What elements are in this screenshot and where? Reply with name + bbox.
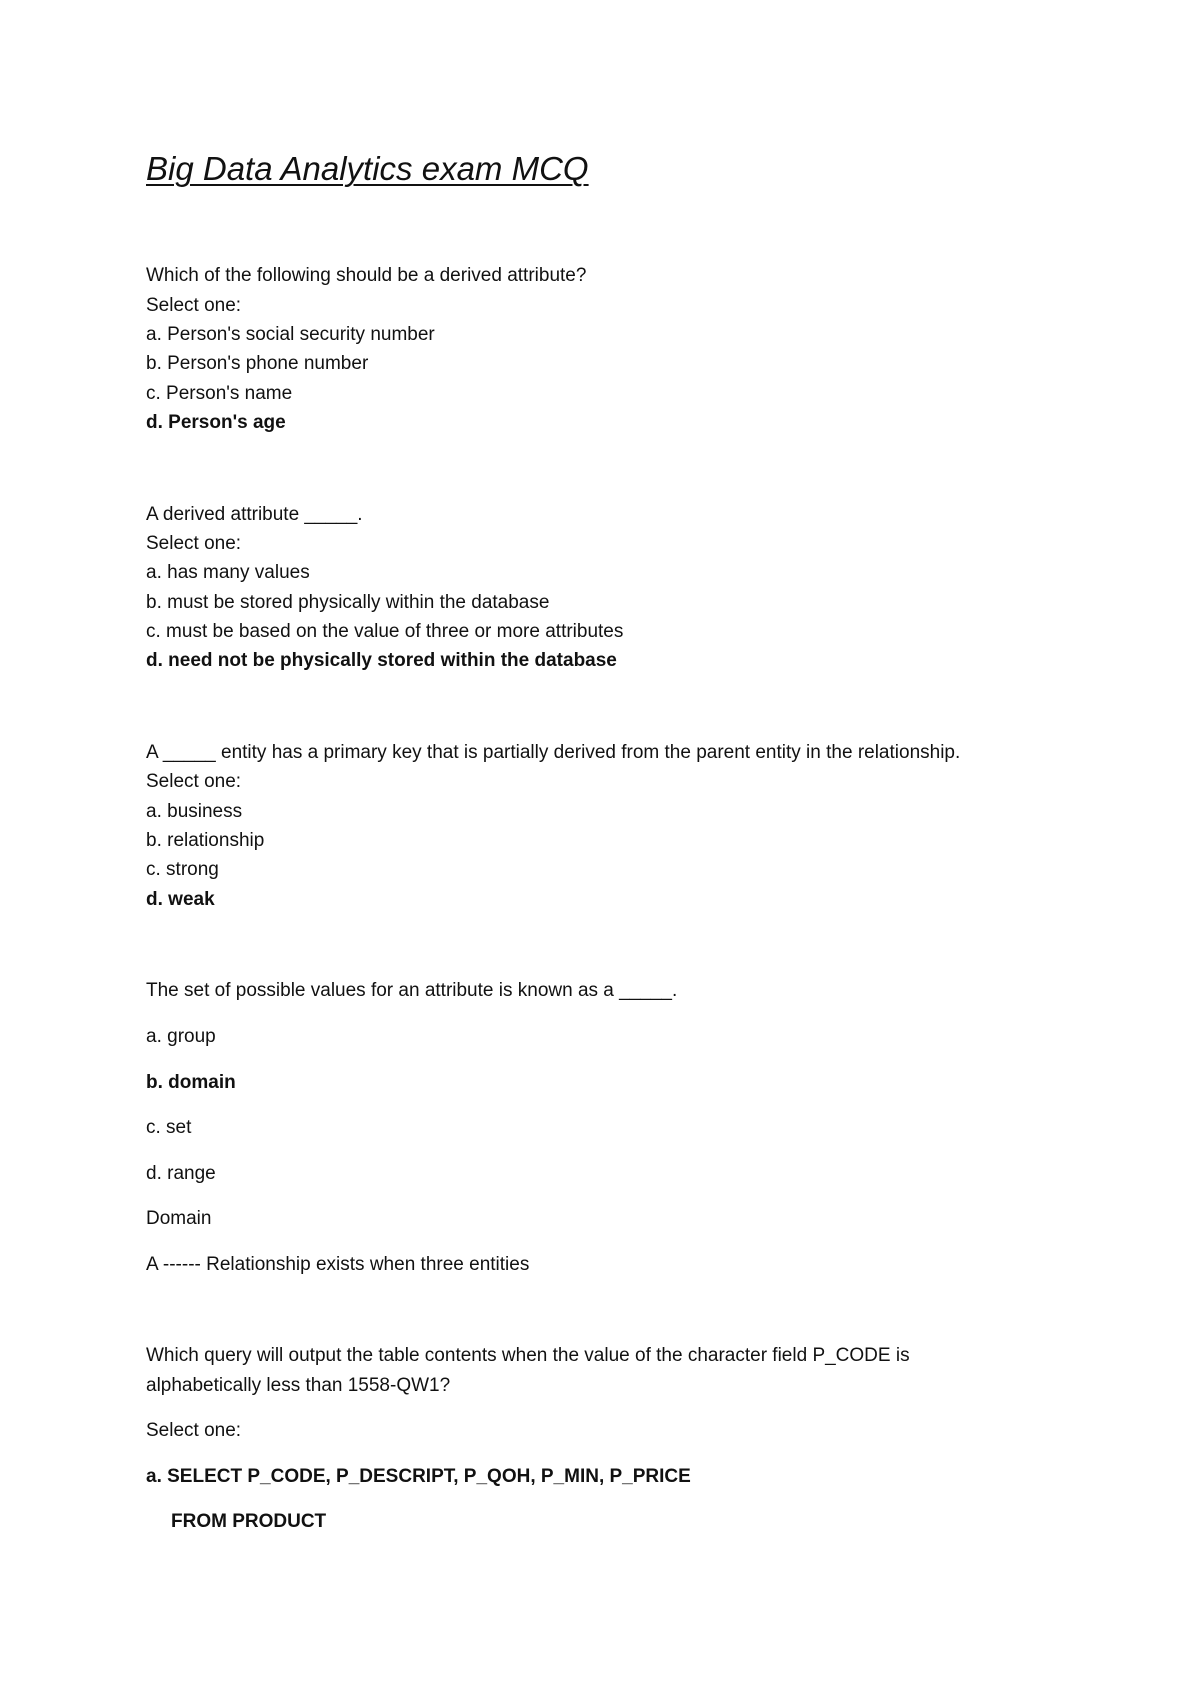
question-3-text: A _____ entity has a primary key that is partially derived from the parent entity in the relationship. [146, 742, 961, 763]
question-2-option-a: a. has many values [146, 562, 310, 583]
question-4-option-b-answer: b. domain [146, 1072, 236, 1093]
question-3-option-d-answer: d. weak [146, 889, 215, 910]
question-1-option-a: a. Person's social security number [146, 324, 435, 345]
question-1-prompt: Select one: [146, 295, 242, 316]
query-question-line-2: alphabetically less than 1558-QW1? [146, 1375, 451, 1396]
question-2-prompt: Select one: [146, 533, 242, 554]
question-3-option-a: a. business [146, 801, 243, 822]
query-question-line-1: Which query will output the table contents when the value of the character field P_CODE is [146, 1345, 910, 1366]
document-title: Big Data Analytics exam MCQ [146, 150, 589, 187]
question-2-option-c: c. must be based on the value of three or more attributes [146, 621, 624, 642]
question-4-note: Domain [146, 1208, 212, 1229]
question-4-option-a: a. group [146, 1026, 216, 1047]
query-question-prompt: Select one: [146, 1420, 242, 1441]
question-1-option-b: b. Person's phone number [146, 353, 369, 374]
question-1-option-c: c. Person's name [146, 383, 293, 404]
query-option-a-line-1: a. SELECT P_CODE, P_DESCRIPT, P_QOH, P_MIN, P_PRICE [146, 1466, 691, 1487]
question-3-option-b: b. relationship [146, 830, 265, 851]
relationship-statement: A ------ Relationship exists when three entities [146, 1254, 530, 1275]
question-2-option-b: b. must be stored physically within the database [146, 592, 550, 613]
question-2-option-d-answer: d. need not be physically stored within the database [146, 650, 617, 671]
question-3-prompt: Select one: [146, 771, 242, 792]
question-1-option-d-answer: d. Person's age [146, 412, 286, 433]
question-4-text: The set of possible values for an attribute is known as a _____. [146, 980, 678, 1001]
query-option-a-line-2: FROM PRODUCT [171, 1511, 327, 1532]
question-3-option-c: c. strong [146, 859, 219, 880]
question-1-text: Which of the following should be a derived attribute? [146, 265, 587, 286]
question-4-option-d: d. range [146, 1163, 216, 1184]
question-4-option-c: c. set [146, 1117, 192, 1138]
question-2-text: A derived attribute _____. [146, 504, 363, 525]
